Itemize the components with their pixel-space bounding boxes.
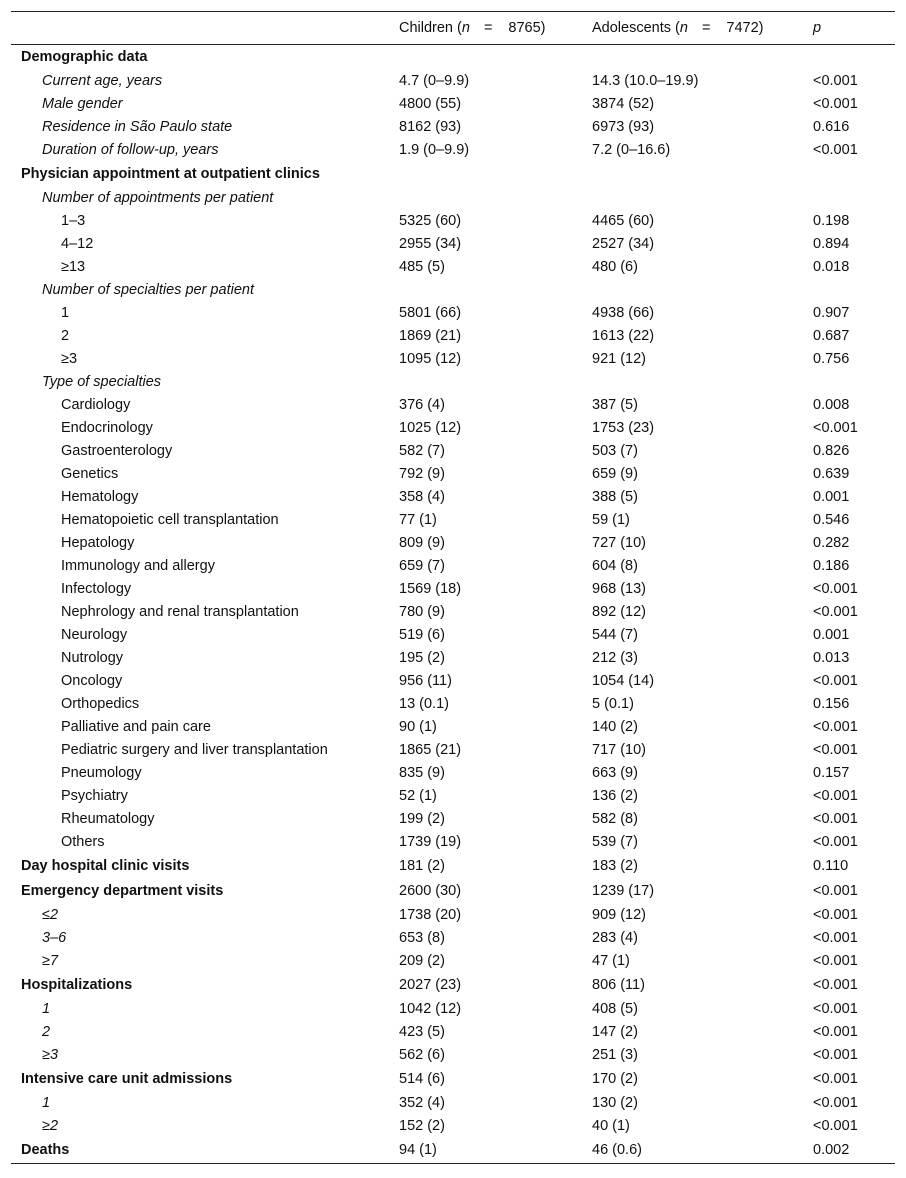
row-label: Male gender	[42, 96, 123, 112]
row-label: Pediatric surgery and liver transplantation	[61, 742, 328, 758]
table-row	[11, 624, 895, 647]
table-row	[11, 1115, 895, 1138]
adolescents-value: 7.2 (0–16.6)	[592, 142, 671, 158]
children-value: 956 (11)	[399, 673, 452, 689]
p-value: 0.110	[813, 858, 849, 874]
p-value: <0.001	[813, 930, 858, 946]
adolescents-value: 727 (10)	[592, 535, 647, 551]
p-value: <0.001	[813, 834, 858, 850]
table-row	[11, 739, 895, 762]
p-value: 0.639	[813, 466, 850, 482]
row-label: 1–3	[61, 213, 86, 229]
row-label: Cardiology	[61, 397, 131, 413]
table-row	[11, 1138, 895, 1163]
row-label: Endocrinology	[61, 420, 153, 436]
adolescents-value: 140 (2)	[592, 719, 638, 735]
header-adolescents: Adolescents (n = 7472)	[592, 20, 764, 36]
p-value: 0.282	[813, 535, 850, 551]
row-label: Nephrology and renal transplantation	[61, 604, 299, 620]
children-value: 423 (5)	[399, 1024, 445, 1040]
row-label: Duration of follow-up, years	[42, 142, 219, 158]
table-row	[11, 831, 895, 854]
data-table	[11, 11, 895, 1164]
children-value: 13 (0.1)	[399, 696, 449, 712]
row-label: Hematopoietic cell transplantation	[61, 512, 279, 528]
adolescents-value: 503 (7)	[592, 443, 638, 459]
p-value: <0.001	[813, 673, 858, 689]
table-row	[11, 348, 895, 371]
children-value: 358 (4)	[399, 489, 445, 505]
row-label: Palliative and pain care	[61, 719, 211, 735]
p-value: 0.616	[813, 119, 850, 135]
p-value: <0.001	[813, 953, 858, 969]
children-value: 1739 (19)	[399, 834, 462, 850]
adolescents-value: 14.3 (10.0–19.9)	[592, 73, 699, 89]
bottom-rule	[11, 1163, 895, 1164]
children-value: 209 (2)	[399, 953, 445, 969]
adolescents-value: 717 (10)	[592, 742, 647, 758]
children-value: 653 (8)	[399, 930, 445, 946]
adolescents-value: 5 (0.1)	[592, 696, 634, 712]
row-label: Gastroenterology	[61, 443, 173, 459]
p-value: <0.001	[813, 581, 858, 597]
adolescents-value: 582 (8)	[592, 811, 638, 827]
row-label: ≤2	[42, 907, 59, 923]
children-value: 514 (6)	[399, 1071, 445, 1087]
adolescents-value: 480 (6)	[592, 259, 638, 275]
adolescents-value: 387 (5)	[592, 397, 638, 413]
adolescents-value: 40 (1)	[592, 1118, 630, 1134]
table-row	[11, 302, 895, 325]
row-label: Neurology	[61, 627, 128, 643]
p-value: 0.894	[813, 236, 850, 252]
children-value: 77 (1)	[399, 512, 437, 528]
row-label: Hospitalizations	[21, 977, 133, 993]
children-value: 519 (6)	[399, 627, 445, 643]
p-value: <0.001	[813, 811, 858, 827]
table-row	[11, 670, 895, 693]
adolescents-value: 659 (9)	[592, 466, 638, 482]
children-value: 4800 (55)	[399, 96, 462, 112]
table-row	[11, 463, 895, 486]
p-value: 0.018	[813, 259, 850, 275]
p-value: 0.008	[813, 397, 850, 413]
table-row	[11, 601, 895, 624]
row-label: 4–12	[61, 236, 94, 252]
row-label: Demographic data	[21, 49, 148, 65]
table-row	[11, 785, 895, 808]
adolescents-value: 968 (13)	[592, 581, 647, 597]
table-row	[11, 808, 895, 831]
children-value: 835 (9)	[399, 765, 445, 781]
table-row	[11, 578, 895, 601]
p-value: 0.756	[813, 351, 850, 367]
row-label: Hematology	[61, 489, 139, 505]
row-label: ≥3	[42, 1047, 59, 1063]
table-row	[11, 716, 895, 739]
children-value: 52 (1)	[399, 788, 437, 804]
table-row	[11, 879, 895, 904]
p-value: <0.001	[813, 604, 858, 620]
table-row	[11, 187, 895, 210]
adolescents-value: 2527 (34)	[592, 236, 655, 252]
children-value: 792 (9)	[399, 466, 445, 482]
adolescents-value: 921 (12)	[592, 351, 647, 367]
row-label: Hepatology	[61, 535, 135, 551]
p-value: <0.001	[813, 420, 858, 436]
children-value: 152 (2)	[399, 1118, 445, 1134]
p-value: <0.001	[813, 142, 858, 158]
p-value: <0.001	[813, 977, 858, 993]
table-row	[11, 210, 895, 233]
row-label: Emergency department visits	[21, 883, 224, 899]
row-label: 1	[42, 1095, 51, 1111]
p-value: <0.001	[813, 742, 858, 758]
p-value: <0.001	[813, 96, 858, 112]
p-value: <0.001	[813, 1095, 858, 1111]
row-label: Number of specialties per patient	[42, 282, 254, 298]
row-label: 2	[61, 328, 70, 344]
row-label: Deaths	[21, 1142, 70, 1158]
children-value: 659 (7)	[399, 558, 445, 574]
table-row	[11, 70, 895, 93]
table-row	[11, 162, 895, 187]
table-row	[11, 256, 895, 279]
adolescents-value: 47 (1)	[592, 953, 630, 969]
adolescents-value: 544 (7)	[592, 627, 638, 643]
table-row	[11, 998, 895, 1021]
adolescents-value: 170 (2)	[592, 1071, 638, 1087]
p-value: 0.198	[813, 213, 850, 229]
adolescents-value: 3874 (52)	[592, 96, 655, 112]
header-children: Children (n = 8765)	[399, 20, 546, 36]
adolescents-value: 663 (9)	[592, 765, 638, 781]
p-value: <0.001	[813, 883, 858, 899]
children-value: 1.9 (0–9.9)	[399, 142, 470, 158]
table-row	[11, 509, 895, 532]
p-value: <0.001	[813, 1047, 858, 1063]
children-value: 485 (5)	[399, 259, 445, 275]
adolescents-value: 1239 (17)	[592, 883, 655, 899]
p-value: <0.001	[813, 1118, 858, 1134]
row-label: Oncology	[61, 673, 123, 689]
children-value: 376 (4)	[399, 397, 445, 413]
row-label: Genetics	[61, 466, 119, 482]
p-value: 0.001	[813, 627, 850, 643]
p-value: 0.826	[813, 443, 850, 459]
children-value: 2600 (30)	[399, 883, 462, 899]
adolescents-value: 4465 (60)	[592, 213, 655, 229]
children-value: 1042 (12)	[399, 1001, 462, 1017]
table-row	[11, 647, 895, 670]
p-value: 0.157	[813, 765, 850, 781]
table-row	[11, 927, 895, 950]
adolescents-value: 147 (2)	[592, 1024, 638, 1040]
children-value: 94 (1)	[399, 1142, 437, 1158]
p-value: <0.001	[813, 73, 858, 89]
p-value: 0.907	[813, 305, 850, 321]
p-value: <0.001	[813, 788, 858, 804]
table-row	[11, 693, 895, 716]
row-label: Residence in São Paulo state	[42, 119, 233, 135]
table-row	[11, 116, 895, 139]
table-row	[11, 279, 895, 302]
p-value: 0.186	[813, 558, 850, 574]
table-row	[11, 45, 895, 70]
adolescents-value: 1054 (14)	[592, 673, 655, 689]
adolescents-value: 408 (5)	[592, 1001, 638, 1017]
row-label: ≥7	[42, 953, 59, 969]
p-value: 0.001	[813, 489, 850, 505]
row-label: Type of specialties	[42, 374, 162, 390]
table-row	[11, 394, 895, 417]
row-label: Pneumology	[61, 765, 142, 781]
row-label: Infectology	[61, 581, 132, 597]
adolescents-value: 604 (8)	[592, 558, 638, 574]
row-label: Rheumatology	[61, 811, 155, 827]
table-row	[11, 1067, 895, 1092]
children-value: 1738 (20)	[399, 907, 462, 923]
table-body	[11, 45, 895, 1163]
adolescents-value: 283 (4)	[592, 930, 638, 946]
row-label: Others	[61, 834, 105, 850]
p-value: <0.001	[813, 907, 858, 923]
row-label: Immunology and allergy	[61, 558, 215, 574]
children-value: 1025 (12)	[399, 420, 462, 436]
children-value: 809 (9)	[399, 535, 445, 551]
p-value: <0.001	[813, 1001, 858, 1017]
adolescents-value: 46 (0.6)	[592, 1142, 642, 1158]
row-label: Number of appointments per patient	[42, 190, 274, 206]
children-value: 5801 (66)	[399, 305, 462, 321]
row-label: Orthopedics	[61, 696, 140, 712]
children-value: 4.7 (0–9.9)	[399, 73, 470, 89]
children-value: 352 (4)	[399, 1095, 445, 1111]
table-row	[11, 440, 895, 463]
p-value: 0.013	[813, 650, 850, 666]
adolescents-value: 130 (2)	[592, 1095, 638, 1111]
row-label: ≥3	[61, 351, 78, 367]
children-value: 90 (1)	[399, 719, 437, 735]
table-row	[11, 973, 895, 998]
adolescents-value: 6973 (93)	[592, 119, 655, 135]
p-value: <0.001	[813, 1024, 858, 1040]
table-row	[11, 854, 895, 879]
table-row	[11, 532, 895, 555]
children-value: 1569 (18)	[399, 581, 462, 597]
children-value: 8162 (93)	[399, 119, 462, 135]
adolescents-value: 892 (12)	[592, 604, 647, 620]
children-value: 195 (2)	[399, 650, 445, 666]
adolescents-value: 1753 (23)	[592, 420, 655, 436]
table-row	[11, 325, 895, 348]
children-value: 181 (2)	[399, 858, 445, 874]
adolescents-value: 4938 (66)	[592, 305, 655, 321]
children-value: 562 (6)	[399, 1047, 445, 1063]
adolescents-value: 909 (12)	[592, 907, 647, 923]
p-value: 0.687	[813, 328, 850, 344]
adolescents-value: 212 (3)	[592, 650, 638, 666]
row-label: Physician appointment at outpatient clinics	[21, 166, 320, 182]
row-label: Current age, years	[42, 73, 163, 89]
row-label: Day hospital clinic visits	[21, 858, 190, 874]
adolescents-value: 251 (3)	[592, 1047, 638, 1063]
table-row	[11, 93, 895, 116]
header-p: p	[813, 20, 822, 36]
row-label: Psychiatry	[61, 788, 128, 804]
children-value: 1095 (12)	[399, 351, 462, 367]
children-value: 780 (9)	[399, 604, 445, 620]
adolescents-value: 59 (1)	[592, 512, 630, 528]
p-value: <0.001	[813, 1071, 858, 1087]
row-label: ≥2	[42, 1118, 59, 1134]
children-value: 2027 (23)	[399, 977, 462, 993]
children-value: 582 (7)	[399, 443, 445, 459]
children-value: 1865 (21)	[399, 742, 462, 758]
adolescents-value: 1613 (22)	[592, 328, 655, 344]
table-row	[11, 139, 895, 162]
p-value: <0.001	[813, 719, 858, 735]
header-row	[11, 12, 895, 44]
table-row	[11, 762, 895, 785]
adolescents-value: 806 (11)	[592, 977, 645, 993]
children-value: 5325 (60)	[399, 213, 462, 229]
row-label: 1	[42, 1001, 51, 1017]
table-row	[11, 555, 895, 578]
p-value: 0.546	[813, 512, 850, 528]
adolescents-value: 539 (7)	[592, 834, 638, 850]
table-row	[11, 233, 895, 256]
table-row	[11, 486, 895, 509]
p-value: 0.002	[813, 1142, 850, 1158]
table-row	[11, 1044, 895, 1067]
adolescents-value: 388 (5)	[592, 489, 638, 505]
row-label: 1	[61, 305, 70, 321]
row-label: ≥13	[61, 259, 86, 275]
children-value: 199 (2)	[399, 811, 445, 827]
children-value: 1869 (21)	[399, 328, 462, 344]
table-row	[11, 417, 895, 440]
children-value: 2955 (34)	[399, 236, 462, 252]
p-value: 0.156	[813, 696, 850, 712]
row-label: Nutrology	[61, 650, 124, 666]
table-row	[11, 904, 895, 927]
table-row	[11, 1021, 895, 1044]
table-row	[11, 950, 895, 973]
table-row	[11, 371, 895, 394]
row-label: 3–6	[42, 930, 67, 946]
adolescents-value: 183 (2)	[592, 858, 638, 874]
table-row	[11, 1092, 895, 1115]
adolescents-value: 136 (2)	[592, 788, 638, 804]
row-label: Intensive care unit admissions	[21, 1071, 233, 1087]
row-label: 2	[42, 1024, 51, 1040]
